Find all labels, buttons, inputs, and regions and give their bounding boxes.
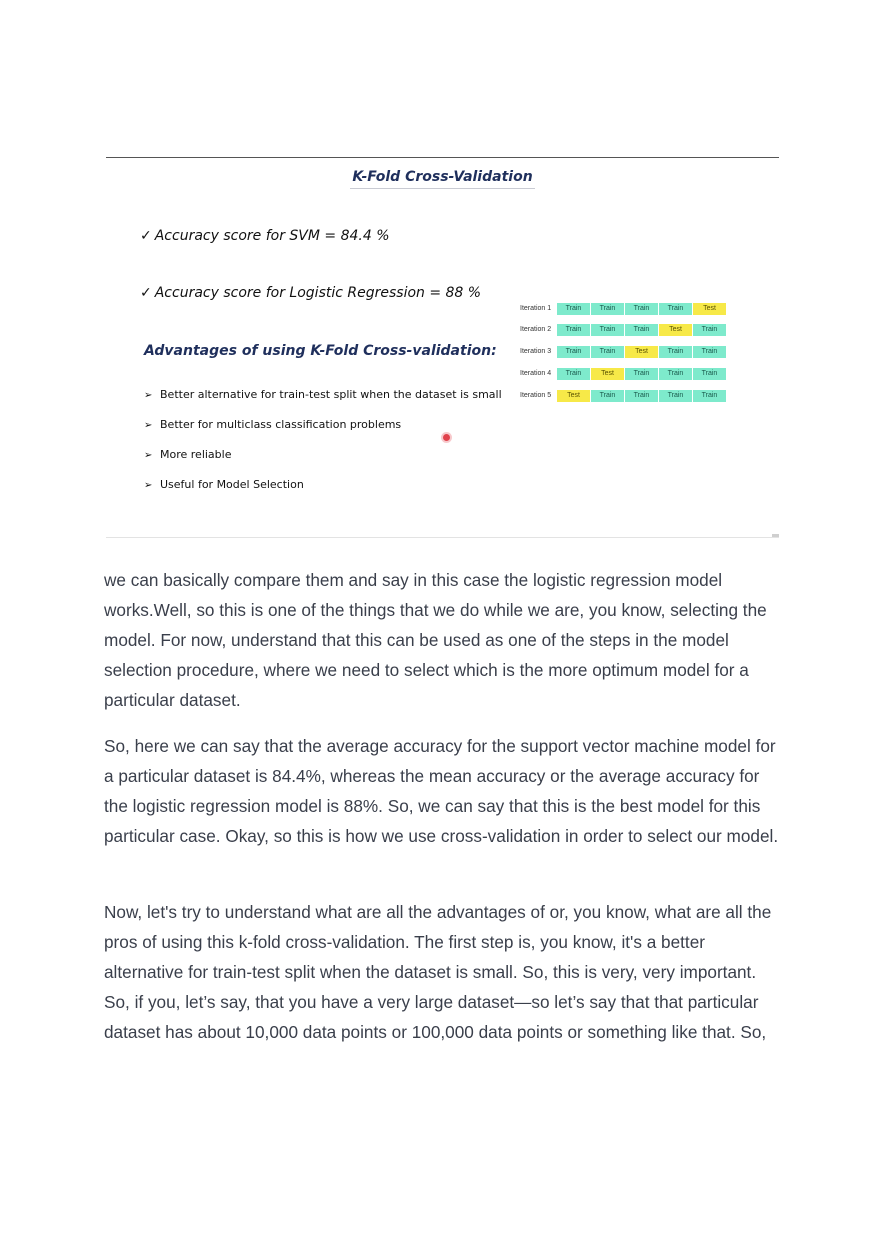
fold-cell: Test — [557, 390, 590, 402]
arrow-bullet-icon: ➢ — [144, 390, 153, 401]
fold-cell: Test — [591, 368, 624, 380]
arrow-bullet-icon: ➢ — [144, 420, 153, 431]
fold-cell: Train — [693, 390, 726, 402]
advantages-heading: Advantages of using K-Fold Cross-validation: — [144, 343, 497, 359]
fold-cell: Train — [591, 346, 624, 358]
slide-bottom-divider — [106, 537, 779, 538]
fold-cell: Train — [693, 346, 726, 358]
slide-top-divider — [106, 157, 779, 158]
accuracy-svm: ✓ Accuracy score for SVM = 84.4 % — [140, 228, 390, 244]
fold-cell: Train — [659, 346, 692, 358]
advantage-item: ➢ Better alternative for train-test split when the dataset is small — [144, 388, 502, 401]
arrow-bullet-icon: ➢ — [144, 480, 153, 491]
body-paragraph: we can basically compare them and say in this case the logistic regression model works.Well, so this is one of the things that we do while we are, you know, selecting the model. For now, understand that this can be used as one of the steps in the model selection procedure, where we need to select which is the more optimum model for a particular dataset. — [104, 570, 767, 710]
advantage-item: ➢ Useful for Model Selection — [144, 478, 304, 491]
fold-cell: Train — [659, 303, 692, 315]
check-icon: ✓ — [140, 285, 152, 301]
fold-cell: Train — [693, 324, 726, 336]
check-icon: ✓ — [140, 228, 152, 244]
fold-cell: Train — [625, 368, 658, 380]
fold-cell: Train — [591, 324, 624, 336]
fold-cell: Train — [591, 303, 624, 315]
fold-cell: Train — [625, 390, 658, 402]
fold-cell: Train — [557, 324, 590, 336]
iteration-label: Iteration 4 — [520, 370, 552, 377]
fold-cell: Train — [557, 303, 590, 315]
advantage-item: ➢ More reliable — [144, 448, 232, 461]
iteration-label: Iteration 3 — [520, 348, 552, 355]
advantage-item: ➢ Better for multiclass classification problems — [144, 418, 402, 431]
slide-corner-mark — [772, 534, 779, 537]
iteration-label: Iteration 2 — [520, 326, 552, 333]
fold-cell: Train — [625, 303, 658, 315]
cursor-dot-icon — [443, 434, 450, 441]
fold-cell: Test — [659, 324, 692, 336]
fold-cell: Train — [557, 346, 590, 358]
arrow-bullet-icon: ➢ — [144, 450, 153, 461]
fold-cell: Train — [659, 368, 692, 380]
fold-cell: Train — [591, 390, 624, 402]
iteration-label: Iteration 1 — [520, 305, 552, 312]
fold-cell: Train — [659, 390, 692, 402]
fold-cell: Train — [625, 324, 658, 336]
fold-cell: Train — [693, 368, 726, 380]
fold-cell: Test — [693, 303, 726, 315]
fold-cell: Train — [557, 368, 590, 380]
slide-title: K-Fold Cross-Validation — [106, 169, 779, 185]
body-paragraph: Now, let's try to understand what are all the advantages of or, you know, what are all the pros of using this k-fold cross-validation. The first step is, you know, it's a better alternative for train-test split when the dataset is small. So, this is very, very important. So, if you, let’s say, that you have a very large dataset—so let’s say that that particular dataset has about 10,000 data points or 100,000 data points or something like that. So, — [104, 902, 772, 1042]
fold-cell: Test — [625, 346, 658, 358]
accuracy-logistic-regression: ✓ Accuracy score for Logistic Regression = 88 % — [140, 285, 482, 301]
body-paragraph: So, here we can say that the average accuracy for the support vector machine model for a particular dataset is 84.4%, whereas the mean accuracy or the average accuracy for the logistic regression model is 88%. So, we can say that this is the best model for this particular case. Okay, so this is how we use cross-validation in order to select our model. — [104, 736, 779, 846]
iteration-label: Iteration 5 — [520, 392, 552, 399]
